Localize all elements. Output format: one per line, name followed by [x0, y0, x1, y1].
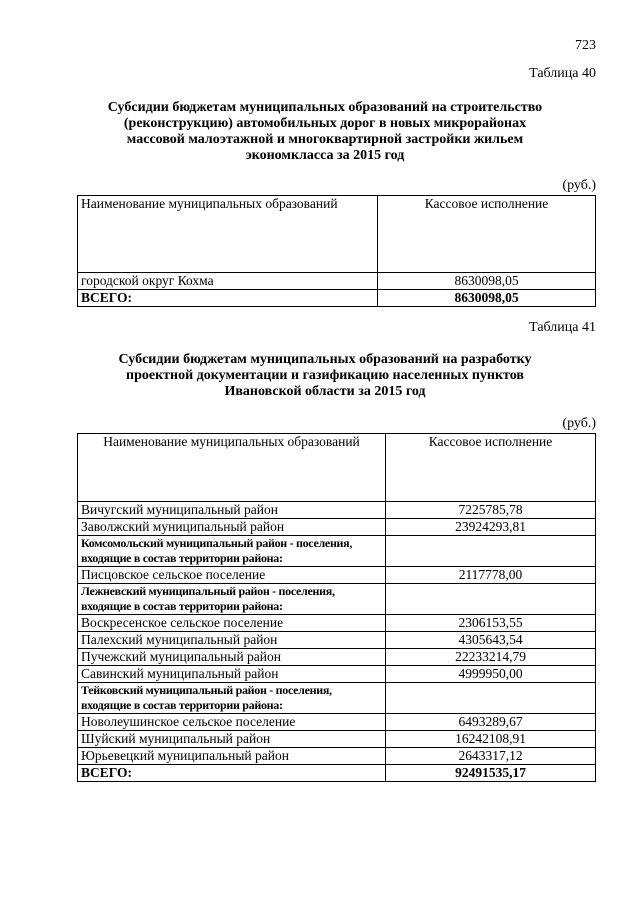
row-name: Писцовское сельское поселение	[78, 567, 386, 584]
row-value: 23924293,81	[386, 519, 596, 536]
row-value: 4999950,00	[386, 666, 596, 683]
group-name: Лежневский муниципальный район - поселения, входящие в состав территории района:	[78, 584, 386, 615]
row-name: Юрьевецкий муниципальный район	[78, 748, 386, 765]
row-value: 2117778,00	[386, 567, 596, 584]
total-label: ВСЕГО:	[78, 290, 378, 307]
table-40-label: Таблица 40	[529, 66, 596, 81]
table-row	[78, 615, 596, 632]
table-row	[78, 748, 596, 765]
table-40-title	[70, 100, 580, 164]
title-line: экономкласса за 2015 год	[245, 148, 405, 163]
row-name: Новолеушинское сельское поселение	[78, 714, 386, 731]
table-row	[78, 731, 596, 748]
group-row	[78, 683, 596, 714]
table-row	[78, 502, 596, 519]
row-name: Савинский муниципальный район	[78, 666, 386, 683]
row-value: 2306153,55	[386, 615, 596, 632]
table-row	[78, 567, 596, 584]
row-value	[386, 536, 596, 567]
table-41-unit: (руб.)	[562, 416, 596, 431]
row-name: Пучежский муниципальный район	[78, 649, 386, 666]
column-header-value: Кассовое исполнение	[386, 434, 596, 502]
row-name: Палехский муниципальный район	[78, 632, 386, 649]
row-value: 8630098,05	[378, 273, 596, 290]
column-header-name: Наименование муниципальных образований	[78, 434, 386, 502]
total-row	[78, 765, 596, 782]
title-line: Ивановской области за 2015 год	[224, 384, 426, 399]
row-value	[386, 683, 596, 714]
total-row	[78, 290, 596, 307]
column-header-name: Наименование муниципальных образований	[78, 196, 378, 273]
row-name: городской округ Кохма	[78, 273, 378, 290]
row-name: Воскресенское сельское поселение	[78, 615, 386, 632]
row-name: Заволжский муниципальный район	[78, 519, 386, 536]
title-line: Субсидии бюджетам муниципальных образований на строительство	[107, 100, 543, 115]
table-row	[78, 649, 596, 666]
title-line: (реконструкцию) автомобильных дорог в новых микрорайонах	[123, 116, 527, 131]
table-40	[77, 195, 596, 307]
table-40-unit: (руб.)	[562, 178, 596, 193]
row-value: 4305643,54	[386, 632, 596, 649]
table-41	[77, 433, 596, 782]
table-row	[78, 273, 596, 290]
group-name: Тейковский муниципальный район - поселения, входящие в состав территории района:	[78, 683, 386, 714]
title-line: проектной документации и газификацию населенных пунктов	[126, 368, 524, 383]
row-value: 6493289,67	[386, 714, 596, 731]
row-value: 2643317,12	[386, 748, 596, 765]
title-line: Субсидии бюджетам муниципальных образований на разработку	[118, 352, 532, 367]
row-value: 7225785,78	[386, 502, 596, 519]
row-name: Вичугский муниципальный район	[78, 502, 386, 519]
table-row	[78, 519, 596, 536]
table-row	[78, 666, 596, 683]
table-header-row	[78, 434, 596, 502]
total-value: 8630098,05	[378, 290, 596, 307]
page-number: 723	[575, 38, 596, 53]
table-header-row	[78, 196, 596, 273]
total-label: ВСЕГО:	[78, 765, 386, 782]
table-row	[78, 632, 596, 649]
table-41-label: Таблица 41	[529, 320, 596, 335]
total-value: 92491535,17	[386, 765, 596, 782]
row-value	[386, 584, 596, 615]
group-row	[78, 584, 596, 615]
row-value: 22233214,79	[386, 649, 596, 666]
column-header-value: Кассовое исполнение	[378, 196, 596, 273]
row-value: 16242108,91	[386, 731, 596, 748]
title-line: массовой малоэтажной и многоквартирной застройки жильем	[126, 132, 524, 147]
group-name: Комсомольский муниципальный район - поселения, входящие в состав территории района:	[78, 536, 386, 567]
row-name: Шуйский муниципальный район	[78, 731, 386, 748]
group-row	[78, 536, 596, 567]
table-row	[78, 714, 596, 731]
table-41-title	[70, 352, 580, 400]
